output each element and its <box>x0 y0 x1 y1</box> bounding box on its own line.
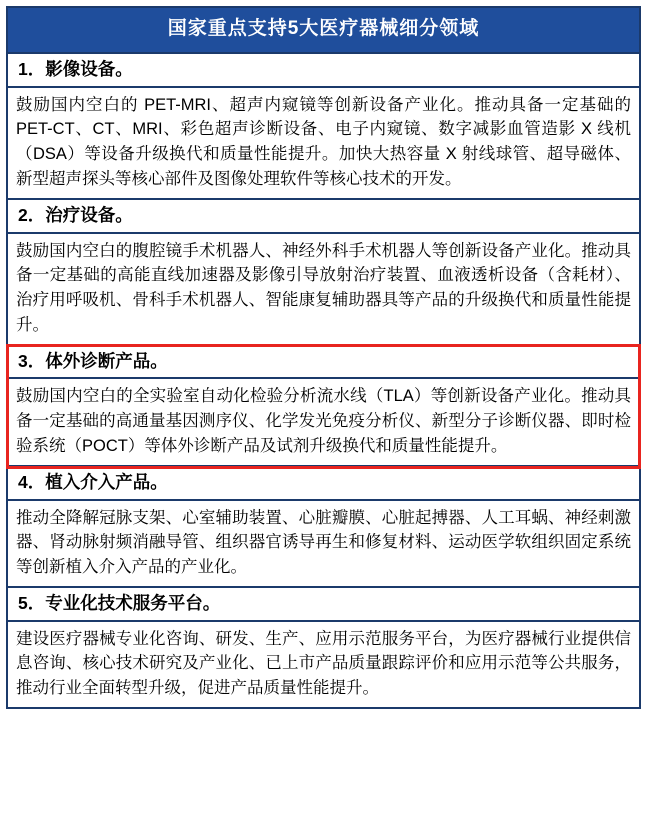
section-body: 鼓励国内空白的全实验室自动化检验分析流水线（TLA）等创新设备产业化。推动具备一定基础的高通量基因测序仪、化学发光免疫分析仪、新型分子诊断仪器、即时检验系统（POCT）等体外诊断产品及试剂升级换代和质量性能提升。 <box>16 387 631 455</box>
section-heading: 2．治疗设备。 <box>8 200 639 234</box>
policy-table <box>6 6 641 709</box>
section-body: 推动全降解冠脉支架、心室辅助装置、心脏瓣膜、心脏起搏器、人工耳蜗、神经刺激器、肾动脉射频消融导管、组织器官诱导再生和修复材料、运动医学软组织固定系统等创新植入介入产品的产业化。 <box>16 508 631 577</box>
section-heading: 1．影像设备。 <box>8 54 639 88</box>
page-title: 国家重点支持5大医疗器械细分领域 <box>8 8 639 54</box>
section-implant-interventional-products <box>8 467 639 588</box>
section-body: 建设医疗器械专业化咨询、研发、生产、应用示范服务平台，为医疗器械行业提供信息咨询、核心技术研究及产业化、已上市产品质量跟踪评价和应用示范等公共服务，推动行业全面转型升级，促进产品质量性能提升。 <box>16 629 631 698</box>
section-in-vitro-diagnostics <box>8 346 639 467</box>
section-body: 鼓励国内空白的 PET-MRI、超声内窥镜等创新设备产业化。推动具备一定基础的 PET-CT、CT、MRI、彩色超声诊断设备、电子内窥镜、数字减影血管造影 X 线机（DSA）等设备升级换代和质量性能提升。加快大热容量 X 射线球管、超导磁体、新型超声探头等核心部件及图像处理软件等核心技术的开发。 <box>16 95 631 188</box>
section-heading: 5．专业化技术服务平台。 <box>8 588 639 622</box>
section-heading: 4．植入介入产品。 <box>8 467 639 501</box>
section-treatment-equipment <box>8 200 639 346</box>
section-heading: 3．体外诊断产品。 <box>8 346 639 380</box>
section-professional-service-platform <box>8 588 639 707</box>
section-imaging-equipment <box>8 54 639 200</box>
section-body: 鼓励国内空白的腹腔镜手术机器人、神经外科手术机器人等创新设备产业化。推动具备一定基础的高能直线加速器及影像引导放射治疗装置、血液透析设备（含耗材）、治疗用呼吸机、骨科手术机器人、智能康复辅助器具等产品的升级换代和质量性能提升。 <box>16 241 631 334</box>
